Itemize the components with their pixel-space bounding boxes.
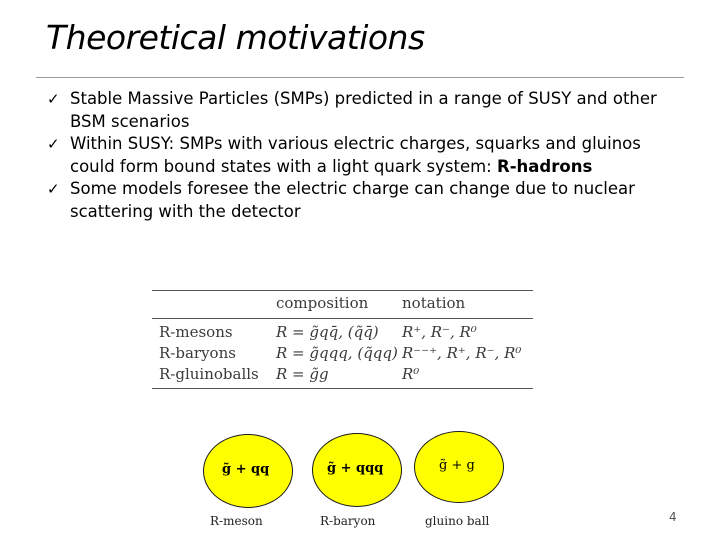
- bullet-list: [47, 88, 657, 223]
- page-number: 4: [669, 510, 677, 524]
- table-header-notation: notation: [402, 294, 466, 312]
- table-cell: R-baryons: [159, 344, 236, 362]
- table-cell: R = g̃qq̄, (q̃q̄): [276, 323, 379, 341]
- table-header-composition: composition: [276, 294, 369, 312]
- table-cell: R = g̃qqq, (q̃qq): [276, 344, 398, 362]
- table-header-rule: [152, 318, 533, 319]
- r-hadron-table: [152, 290, 533, 390]
- gluino-ball-label: g̃ + g: [439, 458, 475, 473]
- table-top-rule: [152, 290, 533, 291]
- bullet-text: Stable Massive Particles (SMPs) predicted in a range of SUSY and other BSM scenarios: [70, 89, 657, 131]
- bullet-text: Within SUSY: SMPs with various electric charges, squarks and gluinos could form bound states with a light quark system:: [70, 134, 641, 176]
- table-bottom-rule: [152, 388, 533, 389]
- r-baryon-caption: R-baryon: [320, 514, 376, 528]
- bullet-text: Some models foresee the electric charge can change due to nuclear scattering with the detector: [70, 179, 635, 221]
- bullet-bold-text: R-hadrons: [497, 156, 593, 176]
- bullet-item: [47, 133, 657, 178]
- table-cell: R = g̃g: [276, 365, 329, 383]
- r-meson-caption: R-meson: [210, 514, 263, 528]
- check-icon: ✓: [47, 90, 60, 108]
- table-cell: R⁻⁻⁺, R⁺, R⁻, R⁰: [402, 344, 522, 362]
- table-cell: R⁰: [402, 365, 420, 383]
- check-icon: ✓: [47, 180, 60, 198]
- r-baryon-label: g̃ + qqq: [327, 461, 384, 476]
- gluino-ball-caption: gluino ball: [425, 514, 490, 528]
- table-cell: R-gluinoballs: [159, 365, 259, 383]
- bullet-item: [47, 178, 657, 223]
- title-divider: [36, 77, 684, 78]
- table-cell: R-mesons: [159, 323, 233, 341]
- slide-title: Theoretical motivations: [46, 18, 425, 57]
- bullet-item: [47, 88, 657, 133]
- r-meson-label: g̃ + qq: [222, 462, 270, 477]
- table-cell: R⁺, R⁻, R⁰: [402, 323, 477, 341]
- check-icon: ✓: [47, 135, 60, 153]
